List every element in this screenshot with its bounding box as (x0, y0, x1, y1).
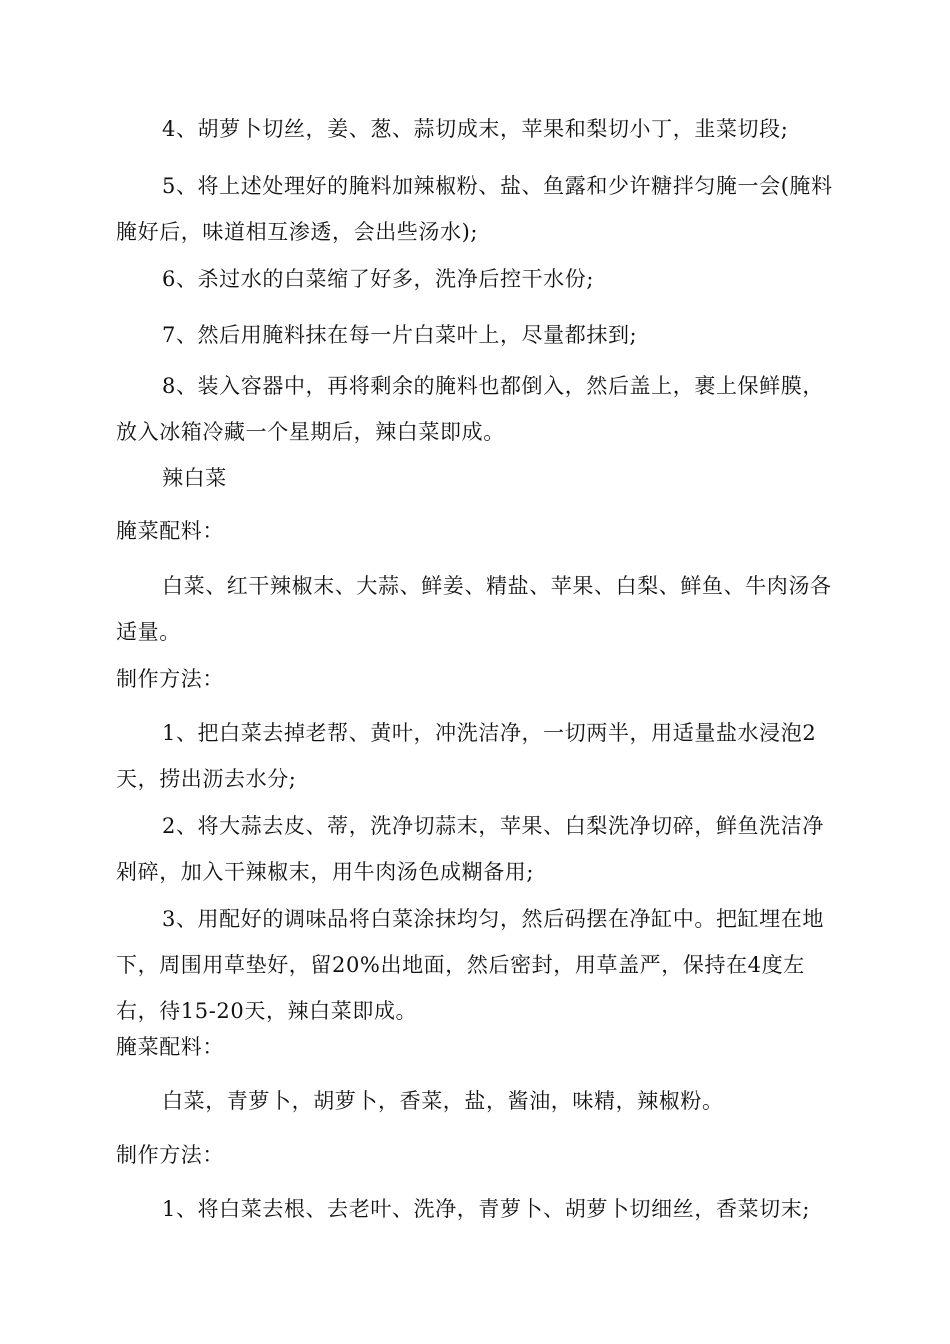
step-7-paragraph: 7、然后用腌料抹在每一片白菜叶上，尽量都抹到; (162, 323, 638, 347)
ingredients-list-2: 白菜，青萝卜，胡萝卜，香菜，盐，酱油，味精，辣椒粉。 (162, 1089, 724, 1113)
ingredients-heading: 腌菜配料： (116, 519, 224, 543)
ingredients-list: 白菜、红干辣椒末、大蒜、鲜姜、精盐、苹果、白梨、鲜鱼、牛肉汤各适量。 (116, 574, 832, 644)
step-6-paragraph: 6、杀过水的白菜缩了好多，洗净后控干水份; (162, 267, 595, 291)
section-title: 辣白菜 (162, 466, 227, 490)
step-4-paragraph: 4、胡萝卜切丝，姜、葱、蒜切成末，苹果和梨切小丁，韭菜切段; (162, 117, 789, 141)
method-step-2: 2、将大蒜去皮、蒂，洗净切蒜末，苹果、白梨洗净切碎，鲜鱼洗洁净剁碎，加入干辣椒末，用牛肉汤色成糊备用; (116, 814, 824, 884)
method-step-3: 3、用配好的调味品将白菜涂抹均匀，然后码摆在净缸中。把缸埋在地下，周围用草垫好，留20%出地面，然后密封，用草盖严，保持在4度左右，待15-20天，辣白菜即成。 (116, 907, 824, 1023)
method-heading-2: 制作方法： (116, 1143, 224, 1167)
step-8-paragraph: 8、装入容器中，再将剩余的腌料也都倒入，然后盖上，裹上保鲜膜，放入冰箱冷藏一个星期后，辣白菜即成。 (116, 374, 824, 444)
method-step-1: 1、把白菜去掉老帮、黄叶，冲洗洁净，一切两半，用适量盐水浸泡2天，捞出沥去水分; (116, 721, 817, 791)
method-step-1-b: 1、将白菜去根、去老叶、洗净，青萝卜、胡萝卜切细丝，香菜切末; (162, 1197, 811, 1221)
step-5-paragraph: 5、将上述处理好的腌料加辣椒粉、盐、鱼露和少许糖拌匀腌一会(腌料腌好后，味道相互渗透，会出些汤水); (116, 174, 833, 244)
ingredients-heading-2: 腌菜配料： (116, 1035, 224, 1059)
method-heading: 制作方法： (116, 667, 224, 691)
